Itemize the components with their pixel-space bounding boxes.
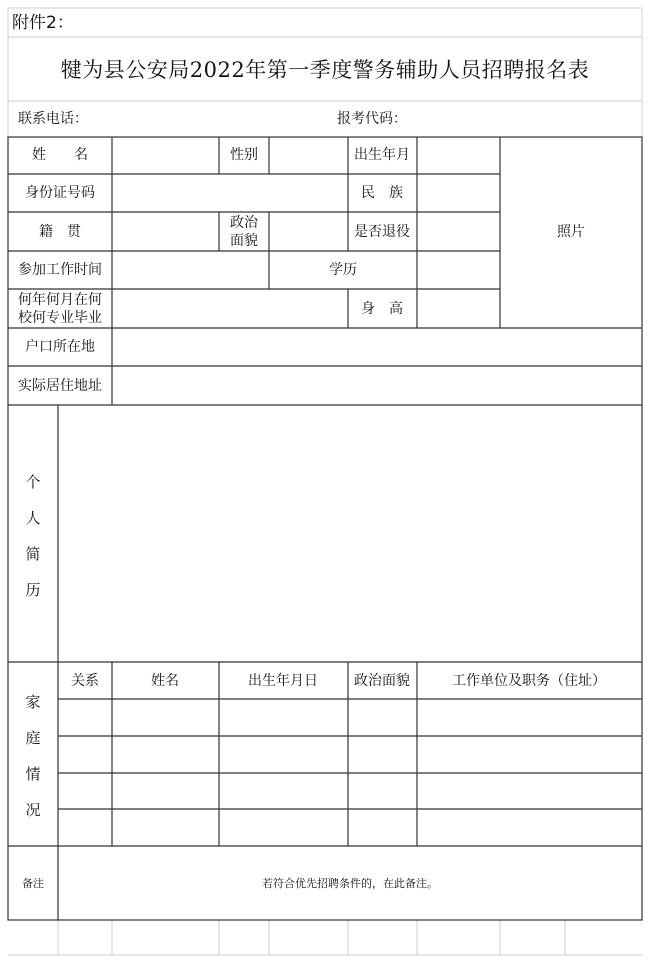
remarks-text: 若符合优先招聘条件的，在此备注。	[262, 877, 438, 890]
native-place-label: 籍 贯	[39, 224, 81, 240]
resume-label-char: 历	[25, 581, 41, 599]
resume-label	[25, 474, 41, 598]
birth-month-label: 出生年月	[354, 147, 410, 163]
family-row[interactable]	[59, 737, 641, 772]
political-label-line2: 面貌	[230, 233, 258, 249]
ethnicity-label: 民 族	[361, 185, 403, 201]
family-col-birthdate: 出生年月日	[248, 673, 318, 689]
education-field[interactable]	[418, 252, 499, 288]
family-label-char: 庭	[25, 729, 41, 747]
graduation-label-line2: 校何专业毕业	[18, 310, 102, 326]
remarks-label: 备注	[22, 877, 44, 890]
resume-field[interactable]	[59, 406, 641, 661]
graduation-label-line1: 何年何月在何	[18, 292, 102, 308]
residence-field[interactable]	[113, 367, 641, 404]
birth-month-field[interactable]	[418, 138, 499, 173]
family-label-char: 况	[25, 801, 41, 819]
name-field[interactable]	[113, 138, 218, 173]
veteran-label: 是否退役	[354, 224, 410, 240]
family-row[interactable]	[59, 774, 641, 808]
family-label-char: 家	[25, 693, 41, 711]
id-number-field[interactable]	[113, 175, 347, 211]
resume-label-char: 简	[25, 545, 41, 563]
family-col-name: 姓名	[151, 673, 179, 689]
family-row[interactable]	[59, 810, 641, 845]
ethnicity-field[interactable]	[418, 175, 499, 211]
photo-label: 照片	[557, 224, 585, 240]
hukou-field[interactable]	[113, 329, 641, 365]
veteran-field[interactable]	[418, 213, 499, 250]
native-place-field[interactable]	[113, 213, 218, 250]
height-label: 身 高	[361, 301, 403, 317]
remarks-field[interactable]	[59, 847, 641, 919]
family-col-work: 工作单位及职务（住址）	[452, 673, 606, 689]
phone-label: 联系电话：	[18, 111, 88, 127]
family-row[interactable]	[59, 700, 641, 735]
family-col-relation: 关系	[71, 673, 99, 689]
family-label-char: 情	[25, 765, 41, 783]
name-label: 姓 名	[32, 147, 88, 163]
photo-box[interactable]	[501, 138, 641, 327]
work-start-label: 参加工作时间	[18, 262, 102, 278]
attachment-label: 附件2：	[12, 13, 74, 33]
residence-label: 实际居住地址	[18, 378, 102, 394]
graduation-field[interactable]	[113, 290, 347, 327]
education-label: 学历	[329, 262, 357, 278]
family-label	[25, 694, 41, 818]
id-number-label: 身份证号码	[25, 185, 95, 201]
resume-label-char: 个	[25, 473, 41, 491]
work-start-field[interactable]	[113, 252, 268, 288]
gender-label: 性别	[230, 147, 258, 163]
height-field[interactable]	[418, 290, 499, 327]
exam-code-label: 报考代码：	[337, 111, 407, 127]
resume-label-char: 人	[25, 509, 41, 527]
political-field[interactable]	[270, 213, 347, 250]
political-label-line1: 政治	[230, 215, 258, 231]
family-col-political: 政治面貌	[354, 673, 410, 689]
page-title: 犍为县公安局2022年第一季度警务辅助人员招聘报名表	[60, 58, 590, 82]
gender-field[interactable]	[270, 138, 347, 173]
hukou-label: 户口所在地	[25, 339, 95, 355]
